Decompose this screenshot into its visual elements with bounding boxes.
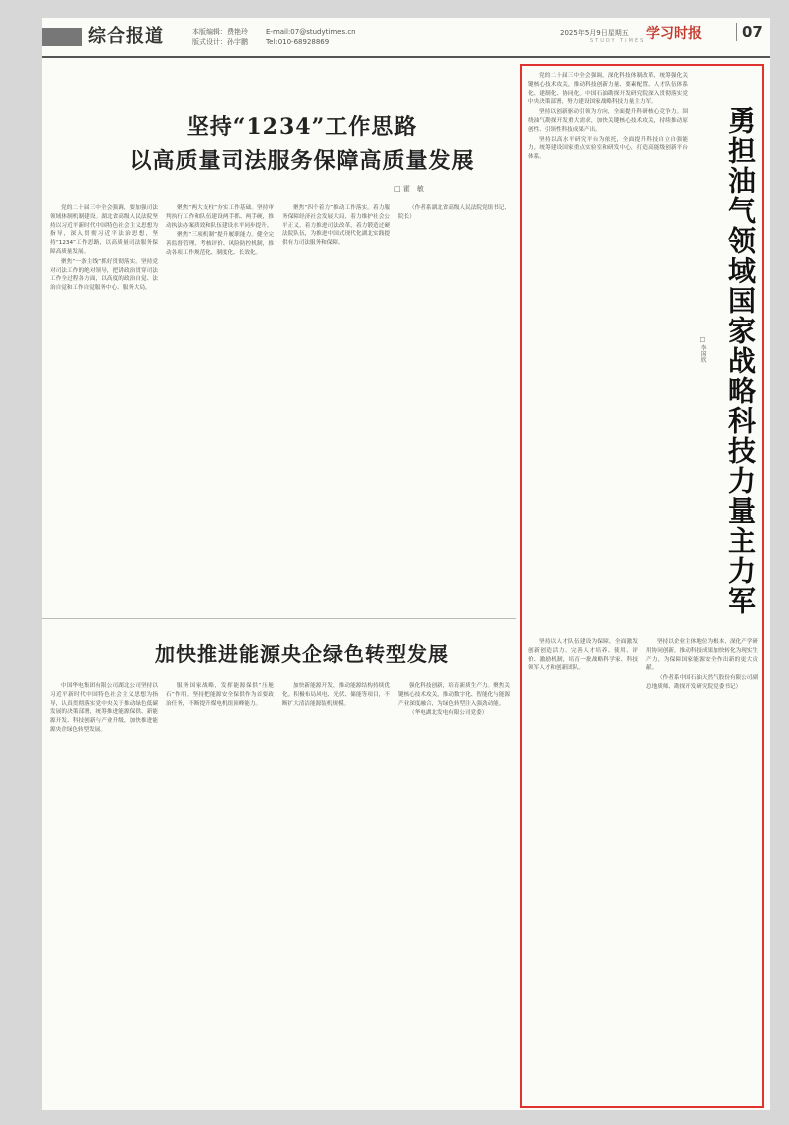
contact-tel: Tel:010-68928869 bbox=[266, 38, 330, 46]
paragraph: 聚焦“一条主线”抓好贯彻落实。坚持党对司法工作的绝对领导，把讲政治贯穿司法工作全过程各方面，以高度的政治自觉、法治自觉和工作自觉服务中心、服务大局。 bbox=[50, 258, 158, 292]
article1-byline: □ 霍 敏 bbox=[394, 185, 424, 193]
designer-name: 版式设计：孙宇鹏 bbox=[192, 38, 248, 46]
article1-column-4 bbox=[398, 204, 510, 608]
paragraph: 党的二十届三中全会强调，要加强司法领域体制机制建设。湖北省高级人民法院坚持以习近平新时代中国特色社会主义思想为指导，深入贯彻习近平法治思想，坚持“1234”工作思路，以高质量司法服务保障高质量发展。 bbox=[50, 205, 158, 255]
article2-column-4 bbox=[398, 682, 510, 1102]
paragraph: 中国华电集团有限公司湖北公司坚持以习近平新时代中国特色社会主义思想为指导，认真贯彻落实党中央关于推动绿色低碳发展的决策部署，统筹推进能源保供、新能源开发、科技创新与产业升级，加快推进能源央企绿色转型发展。 bbox=[50, 683, 158, 733]
section-divider bbox=[42, 618, 516, 619]
article2-column-2 bbox=[166, 682, 274, 1102]
page-number: 07 bbox=[736, 23, 763, 41]
paragraph: 服务国家战略，发挥能源保供“压舱石”作用。坚持把能源安全保供作为首要政治任务，不断提升煤电机组顶峰能力。 bbox=[166, 683, 274, 707]
paragraph: 加快新能源开发，推动能源结构持续优化。积极布局风电、光伏、储能等项目，不断扩大清洁能源装机规模。 bbox=[282, 683, 390, 707]
article1-column-2 bbox=[166, 204, 274, 608]
masthead-english: STUDY TIMES bbox=[590, 38, 646, 44]
editor-name: 本版编辑：费艳玲 bbox=[192, 28, 248, 36]
article2-headline: 加快推进能源央企绿色转型发展 bbox=[155, 642, 449, 666]
page-header bbox=[42, 18, 770, 60]
paragraph: 强化科技创新，培育新质生产力。聚焦关键核心技术攻关，推动数字化、智能化与能源产业深度融合，为绿色转型注入强劲动能。 bbox=[398, 683, 510, 707]
paragraph: 聚焦“三项机制”提升履职能力。健全完善监督管理、考核评价、风险防控机制，推动各项工作规范化、制度化、长效化。 bbox=[166, 232, 274, 256]
article1-column-1 bbox=[50, 204, 158, 608]
article3-author: □ 李国欣 bbox=[699, 336, 706, 363]
article2-byline: （华电湖北发电有限公司党委） bbox=[409, 710, 488, 717]
newspaper-page bbox=[42, 18, 770, 1110]
article1-headline bbox=[122, 110, 482, 178]
paragraph: 坚持以人才队伍建设为保障，全面激发创新创造活力。完善人才培养、使用、评价、激励机制，培育一批战略科学家、科技领军人才和创新团队。 bbox=[528, 639, 638, 672]
paragraph: 聚焦“四个着力”推动工作落实。着力服务保障经济社会发展大局，着力维护社会公平正义，着力推进司法改革，着力锻造过硬法院队伍，为推进中国式现代化湖北实践提供有力司法服务和保障。 bbox=[282, 205, 390, 247]
paragraph: 聚焦“两大支柱”夯实工作基础。坚持审判执行工作和队伍建设两手抓、两手硬，推动执法办案质效和队伍建设水平同步提升。 bbox=[166, 205, 274, 229]
paragraph: 坚持以创新驱动引领为方向，全面提升科研核心竞争力。围绕油气勘探开发重大需求，加快关键核心技术攻关，持续推动原创性、引领性科技成果产出。 bbox=[528, 109, 688, 133]
section-title: 综合报道 bbox=[88, 26, 164, 47]
newspaper-logo: 学习时报 bbox=[646, 26, 702, 42]
article1-column-3 bbox=[282, 204, 390, 608]
article3-column-3 bbox=[646, 638, 758, 1102]
contact-email: E-mail:07@studytimes.cn bbox=[266, 28, 356, 36]
article1-title-line2: 以高质量司法服务保障高质量发展 bbox=[129, 148, 475, 174]
article2-column-3 bbox=[282, 682, 390, 1102]
article3-headline: 勇担油气领域国家战略科技力量主力军 bbox=[724, 106, 757, 616]
article1-author-note: （作者系湖北省高级人民法院党组书记、院长） bbox=[398, 205, 510, 220]
paragraph: 党的二十届三中全会强调，深化科技体制改革，统筹强化关键核心技术攻关，推动科技创新力量、要素配置、人才队伍体系化、建制化、协同化。中国石油勘探开发研究院深入贯彻落实党中央决策部署，努力建设国家战略科技力量主力军。 bbox=[528, 73, 688, 106]
editor-info bbox=[192, 27, 248, 47]
paragraph: 坚持以企业主体地位为根本，深化产学研用协同创新，推动科技成果加快转化为现实生产力，为保障国家能源安全作出新的更大贡献。 bbox=[646, 639, 758, 672]
header-divider bbox=[42, 56, 770, 58]
issue-date: 2025年5月9日星期五 bbox=[560, 29, 629, 37]
article3-author-note: （作者系中国石油天然气股份有限公司副总地质师、勘探开发研究院党委书记） bbox=[646, 675, 758, 690]
paragraph: 坚持以高水平研究平台为依托，全面提升科技自立自强能力。统筹建设国家重点实验室和研发中心，打造高能级创新平台体系。 bbox=[528, 136, 688, 161]
header-accent-block bbox=[42, 28, 82, 46]
article2-column-1 bbox=[50, 682, 158, 1102]
article3-column-1 bbox=[528, 72, 688, 632]
contact-info bbox=[266, 27, 356, 47]
article1-title-line1: 坚持“1234”工作思路 bbox=[186, 114, 418, 140]
article3-column-2 bbox=[528, 638, 638, 1102]
